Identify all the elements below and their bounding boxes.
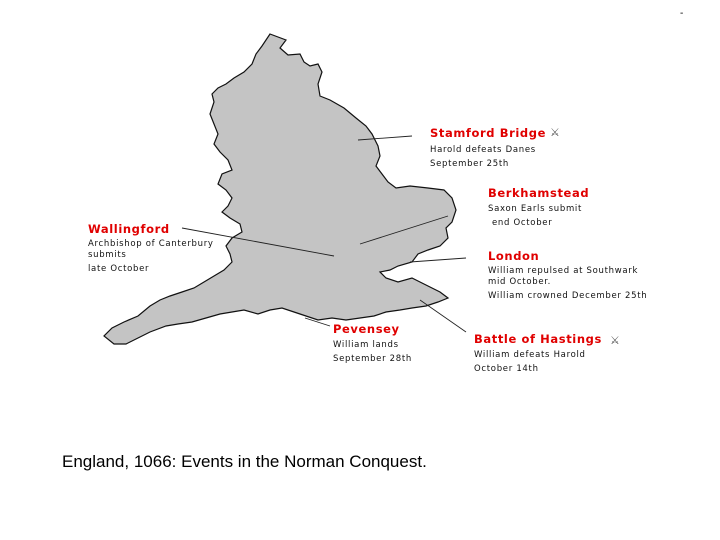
wallingford-note-3: late October: [88, 264, 150, 274]
wallingford-note-1: Archbishop of Canterbury: [88, 239, 214, 249]
london-note-2: mid October.: [488, 277, 552, 287]
leader-line: [420, 300, 466, 332]
crossed-swords-icon: ⚔: [610, 335, 620, 347]
stamford-bridge-label: Stamford Bridge: [430, 126, 546, 140]
berkhamstead-note-2: end October: [492, 218, 553, 228]
london-note-3: William crowned December 25th: [488, 291, 648, 301]
map-caption: England, 1066: Events in the Norman Conquest.: [62, 452, 427, 471]
corner-mark: -: [680, 8, 684, 19]
london-note-1: William repulsed at Southwark: [488, 266, 639, 276]
london-label: London: [488, 249, 540, 263]
berkhamstead-label: Berkhamstead: [488, 186, 590, 200]
stamford-bridge-note-1: Harold defeats Danes: [430, 145, 536, 155]
crossed-swords-icon: ⚔: [550, 127, 560, 139]
pevensey-label: Pevensey: [333, 322, 400, 336]
hastings-label: Battle of Hastings: [474, 332, 602, 346]
leader-line: [410, 258, 466, 262]
wallingford-note-2: submits: [88, 250, 127, 260]
wallingford-label: Wallingford: [88, 222, 170, 236]
berkhamstead-note-1: Saxon Earls submit: [488, 204, 583, 214]
england-landmass: [104, 34, 456, 344]
pevensey-note-1: William lands: [333, 340, 399, 350]
hastings-note-1: William defeats Harold: [474, 350, 586, 360]
pevensey-note-2: September 28th: [333, 354, 413, 364]
hastings-note-2: October 14th: [474, 364, 539, 374]
stamford-bridge-note-2: September 25th: [430, 159, 510, 169]
